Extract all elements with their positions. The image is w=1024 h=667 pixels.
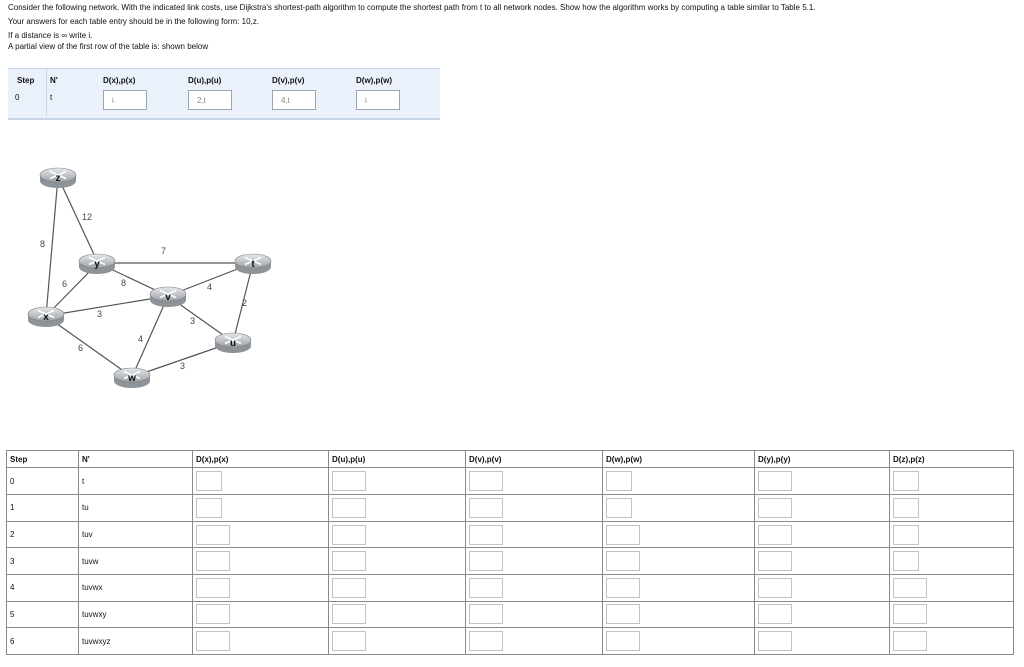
dv-answer-field[interactable] xyxy=(469,471,503,491)
link-x-v xyxy=(46,296,168,316)
router-node-x xyxy=(28,307,64,327)
du-cell xyxy=(329,628,466,655)
dz-answer-field[interactable] xyxy=(893,631,927,651)
dx-answer-field[interactable] xyxy=(196,631,230,651)
table-row xyxy=(7,548,1014,575)
du-answer-field[interactable] xyxy=(332,631,366,651)
dw-answer-field[interactable] xyxy=(606,525,640,545)
dv-answer-field[interactable] xyxy=(469,631,503,651)
header-du: D(u),p(u) xyxy=(329,451,466,468)
dz-answer-field[interactable] xyxy=(893,578,927,598)
dx-answer-field[interactable] xyxy=(196,551,230,571)
dx-answer-field[interactable] xyxy=(196,498,222,518)
question-line-2: Your answers for each table entry should be in the following form: 10,z. xyxy=(8,17,259,26)
step-cell: 0 xyxy=(7,468,79,495)
dx-cell xyxy=(193,495,329,522)
dx-cell xyxy=(193,574,329,601)
dw-cell xyxy=(603,521,755,548)
router-label-z: z xyxy=(55,173,61,184)
nprime-cell: tuv xyxy=(79,521,193,548)
header-dy: D(y),p(y) xyxy=(755,451,890,468)
partial-header-nprime: N' xyxy=(50,76,58,85)
dy-cell xyxy=(755,574,890,601)
dz-answer-field[interactable] xyxy=(893,471,919,491)
dv-cell xyxy=(466,495,603,522)
cost-label-v-t: 4 xyxy=(207,282,213,292)
dv-answer-field[interactable] xyxy=(469,551,503,571)
dw-cell xyxy=(603,601,755,628)
dz-cell xyxy=(890,601,1014,628)
router-node-z xyxy=(40,168,76,188)
dz-cell xyxy=(890,468,1014,495)
du-cell xyxy=(329,495,466,522)
partial-dv-field[interactable]: 4,t xyxy=(272,90,316,110)
dw-cell xyxy=(603,628,755,655)
dy-cell xyxy=(755,468,890,495)
dx-answer-field[interactable] xyxy=(196,578,230,598)
dw-answer-field[interactable] xyxy=(606,551,640,571)
dz-answer-field[interactable] xyxy=(893,604,927,624)
router-label-y: y xyxy=(94,259,100,270)
partial-du-field[interactable]: 2,t xyxy=(188,90,232,110)
cost-label-y-t: 7 xyxy=(161,246,167,256)
dy-cell xyxy=(755,628,890,655)
link-z-x xyxy=(46,177,58,316)
cost-label-y-v: 8 xyxy=(121,278,127,288)
router-label-u: u xyxy=(229,338,237,349)
dw-answer-field[interactable] xyxy=(606,498,632,518)
du-answer-field[interactable] xyxy=(332,604,366,624)
partial-view-table xyxy=(8,68,440,120)
du-cell xyxy=(329,468,466,495)
router-node-u xyxy=(215,333,251,353)
nprime-cell: tuvw xyxy=(79,548,193,575)
dv-answer-field[interactable] xyxy=(469,498,503,518)
partial-header-dw: D(w),p(w) xyxy=(356,76,392,85)
dy-answer-field[interactable] xyxy=(758,631,792,651)
partial-dw-field[interactable]: i xyxy=(356,90,400,110)
dv-answer-field[interactable] xyxy=(469,604,503,624)
router-label-v: v xyxy=(165,292,171,303)
cost-label-x-w: 6 xyxy=(78,343,84,353)
router-node-w xyxy=(114,368,150,388)
question-text xyxy=(8,2,1018,52)
partial-header-du: D(u),p(u) xyxy=(188,76,222,85)
dv-answer-field[interactable] xyxy=(469,525,503,545)
dijkstra-answer-table xyxy=(6,450,1014,655)
step-cell: 2 xyxy=(7,521,79,548)
partial-nprime-value: t xyxy=(50,93,53,102)
dy-cell xyxy=(755,601,890,628)
du-answer-field[interactable] xyxy=(332,551,366,571)
cost-label-v-u: 3 xyxy=(190,316,196,326)
dw-cell xyxy=(603,548,755,575)
header-step: Step xyxy=(7,451,79,468)
network-nodes xyxy=(28,168,271,388)
header-dx: D(x),p(x) xyxy=(193,451,329,468)
dz-answer-field[interactable] xyxy=(893,551,919,571)
partial-header-dv: D(v),p(v) xyxy=(272,76,305,85)
cost-label-t-u: 2 xyxy=(242,298,248,308)
dy-cell xyxy=(755,521,890,548)
router-node-v xyxy=(150,287,186,307)
dy-cell xyxy=(755,495,890,522)
dy-answer-field[interactable] xyxy=(758,551,792,571)
dx-answer-field[interactable] xyxy=(196,471,222,491)
partial-header-dx: D(x),p(x) xyxy=(103,76,136,85)
du-cell xyxy=(329,521,466,548)
du-answer-field[interactable] xyxy=(332,471,366,491)
dw-answer-field[interactable] xyxy=(606,578,640,598)
dz-answer-field[interactable] xyxy=(893,498,919,518)
dv-cell xyxy=(466,521,603,548)
dw-answer-field[interactable] xyxy=(606,604,640,624)
table-row xyxy=(7,628,1014,655)
du-cell xyxy=(329,548,466,575)
du-answer-field[interactable] xyxy=(332,498,366,518)
dz-cell xyxy=(890,628,1014,655)
dy-answer-field[interactable] xyxy=(758,578,792,598)
router-label-t: t xyxy=(251,259,255,270)
router-node-y xyxy=(79,254,115,274)
dx-cell xyxy=(193,601,329,628)
header-dv: D(v),p(v) xyxy=(466,451,603,468)
router-label-w: w xyxy=(128,373,136,384)
dx-cell xyxy=(193,468,329,495)
dx-cell xyxy=(193,628,329,655)
dw-cell xyxy=(603,574,755,601)
table-row xyxy=(7,468,1014,495)
step-cell: 3 xyxy=(7,548,79,575)
dy-answer-field[interactable] xyxy=(758,525,792,545)
dz-cell xyxy=(890,495,1014,522)
dz-cell xyxy=(890,574,1014,601)
header-dw: D(w),p(w) xyxy=(603,451,755,468)
dw-cell xyxy=(603,468,755,495)
dx-cell xyxy=(193,548,329,575)
question-line-1: Consider the following network. With the indicated link costs, use Dijkstra's shortest-path algorithm to compute the shortest path from t to all network nodes. Show how the algorithm works by computing a table similar to Table 5.1. xyxy=(8,3,816,12)
cost-label-w-u: 3 xyxy=(180,361,186,371)
nprime-cell: tuvwxyz xyxy=(79,628,193,655)
partial-dx-field[interactable]: i xyxy=(103,90,147,110)
partial-header-step: Step xyxy=(17,76,35,85)
nprime-cell: tuvwxy xyxy=(79,601,193,628)
dv-cell xyxy=(466,601,603,628)
step-cell: 4 xyxy=(7,574,79,601)
dz-cell xyxy=(890,548,1014,575)
table-row xyxy=(7,495,1014,522)
du-answer-field[interactable] xyxy=(332,578,366,598)
dw-cell xyxy=(603,495,755,522)
header-dz: D(z),p(z) xyxy=(890,451,1014,468)
step-cell: 5 xyxy=(7,601,79,628)
dy-answer-field[interactable] xyxy=(758,471,792,491)
header-nprime: N' xyxy=(79,451,193,468)
dx-answer-field[interactable] xyxy=(196,604,230,624)
cost-label-v-w: 4 xyxy=(138,334,144,344)
dv-answer-field[interactable] xyxy=(469,578,503,598)
partial-step-value: 0 xyxy=(15,93,20,102)
du-cell xyxy=(329,574,466,601)
dv-cell xyxy=(466,628,603,655)
nprime-cell: tuvwx xyxy=(79,574,193,601)
question-line-4: A partial view of the first row of the table is: shown below xyxy=(8,42,209,51)
dw-answer-field[interactable] xyxy=(606,471,632,491)
dv-cell xyxy=(466,468,603,495)
du-cell xyxy=(329,601,466,628)
table-header-row xyxy=(7,451,1014,468)
dz-cell xyxy=(890,521,1014,548)
step-cell: 1 xyxy=(7,495,79,522)
dw-answer-field[interactable] xyxy=(606,631,640,651)
cost-label-z-y: 12 xyxy=(82,212,93,222)
question-line-3: If a distance is ∞ write i. xyxy=(8,31,93,40)
dy-cell xyxy=(755,548,890,575)
dv-cell xyxy=(466,548,603,575)
partial-divider xyxy=(46,69,47,116)
cost-label-z-x: 8 xyxy=(40,239,46,249)
nprime-cell: tu xyxy=(79,495,193,522)
table-row xyxy=(7,601,1014,628)
du-answer-field[interactable] xyxy=(332,525,366,545)
cost-label-x-v: 3 xyxy=(97,309,103,319)
table-row xyxy=(7,521,1014,548)
router-label-x: x xyxy=(43,312,49,323)
dz-answer-field[interactable] xyxy=(893,525,919,545)
table-row xyxy=(7,574,1014,601)
step-cell: 6 xyxy=(7,628,79,655)
nprime-cell: t xyxy=(79,468,193,495)
dx-cell xyxy=(193,521,329,548)
dv-cell xyxy=(466,574,603,601)
dx-answer-field[interactable] xyxy=(196,525,230,545)
link-x-w xyxy=(46,316,132,377)
router-node-t xyxy=(235,254,271,274)
network-diagram xyxy=(20,150,310,395)
cost-label-x-y: 6 xyxy=(62,279,68,289)
dy-answer-field[interactable] xyxy=(758,604,792,624)
dy-answer-field[interactable] xyxy=(758,498,792,518)
